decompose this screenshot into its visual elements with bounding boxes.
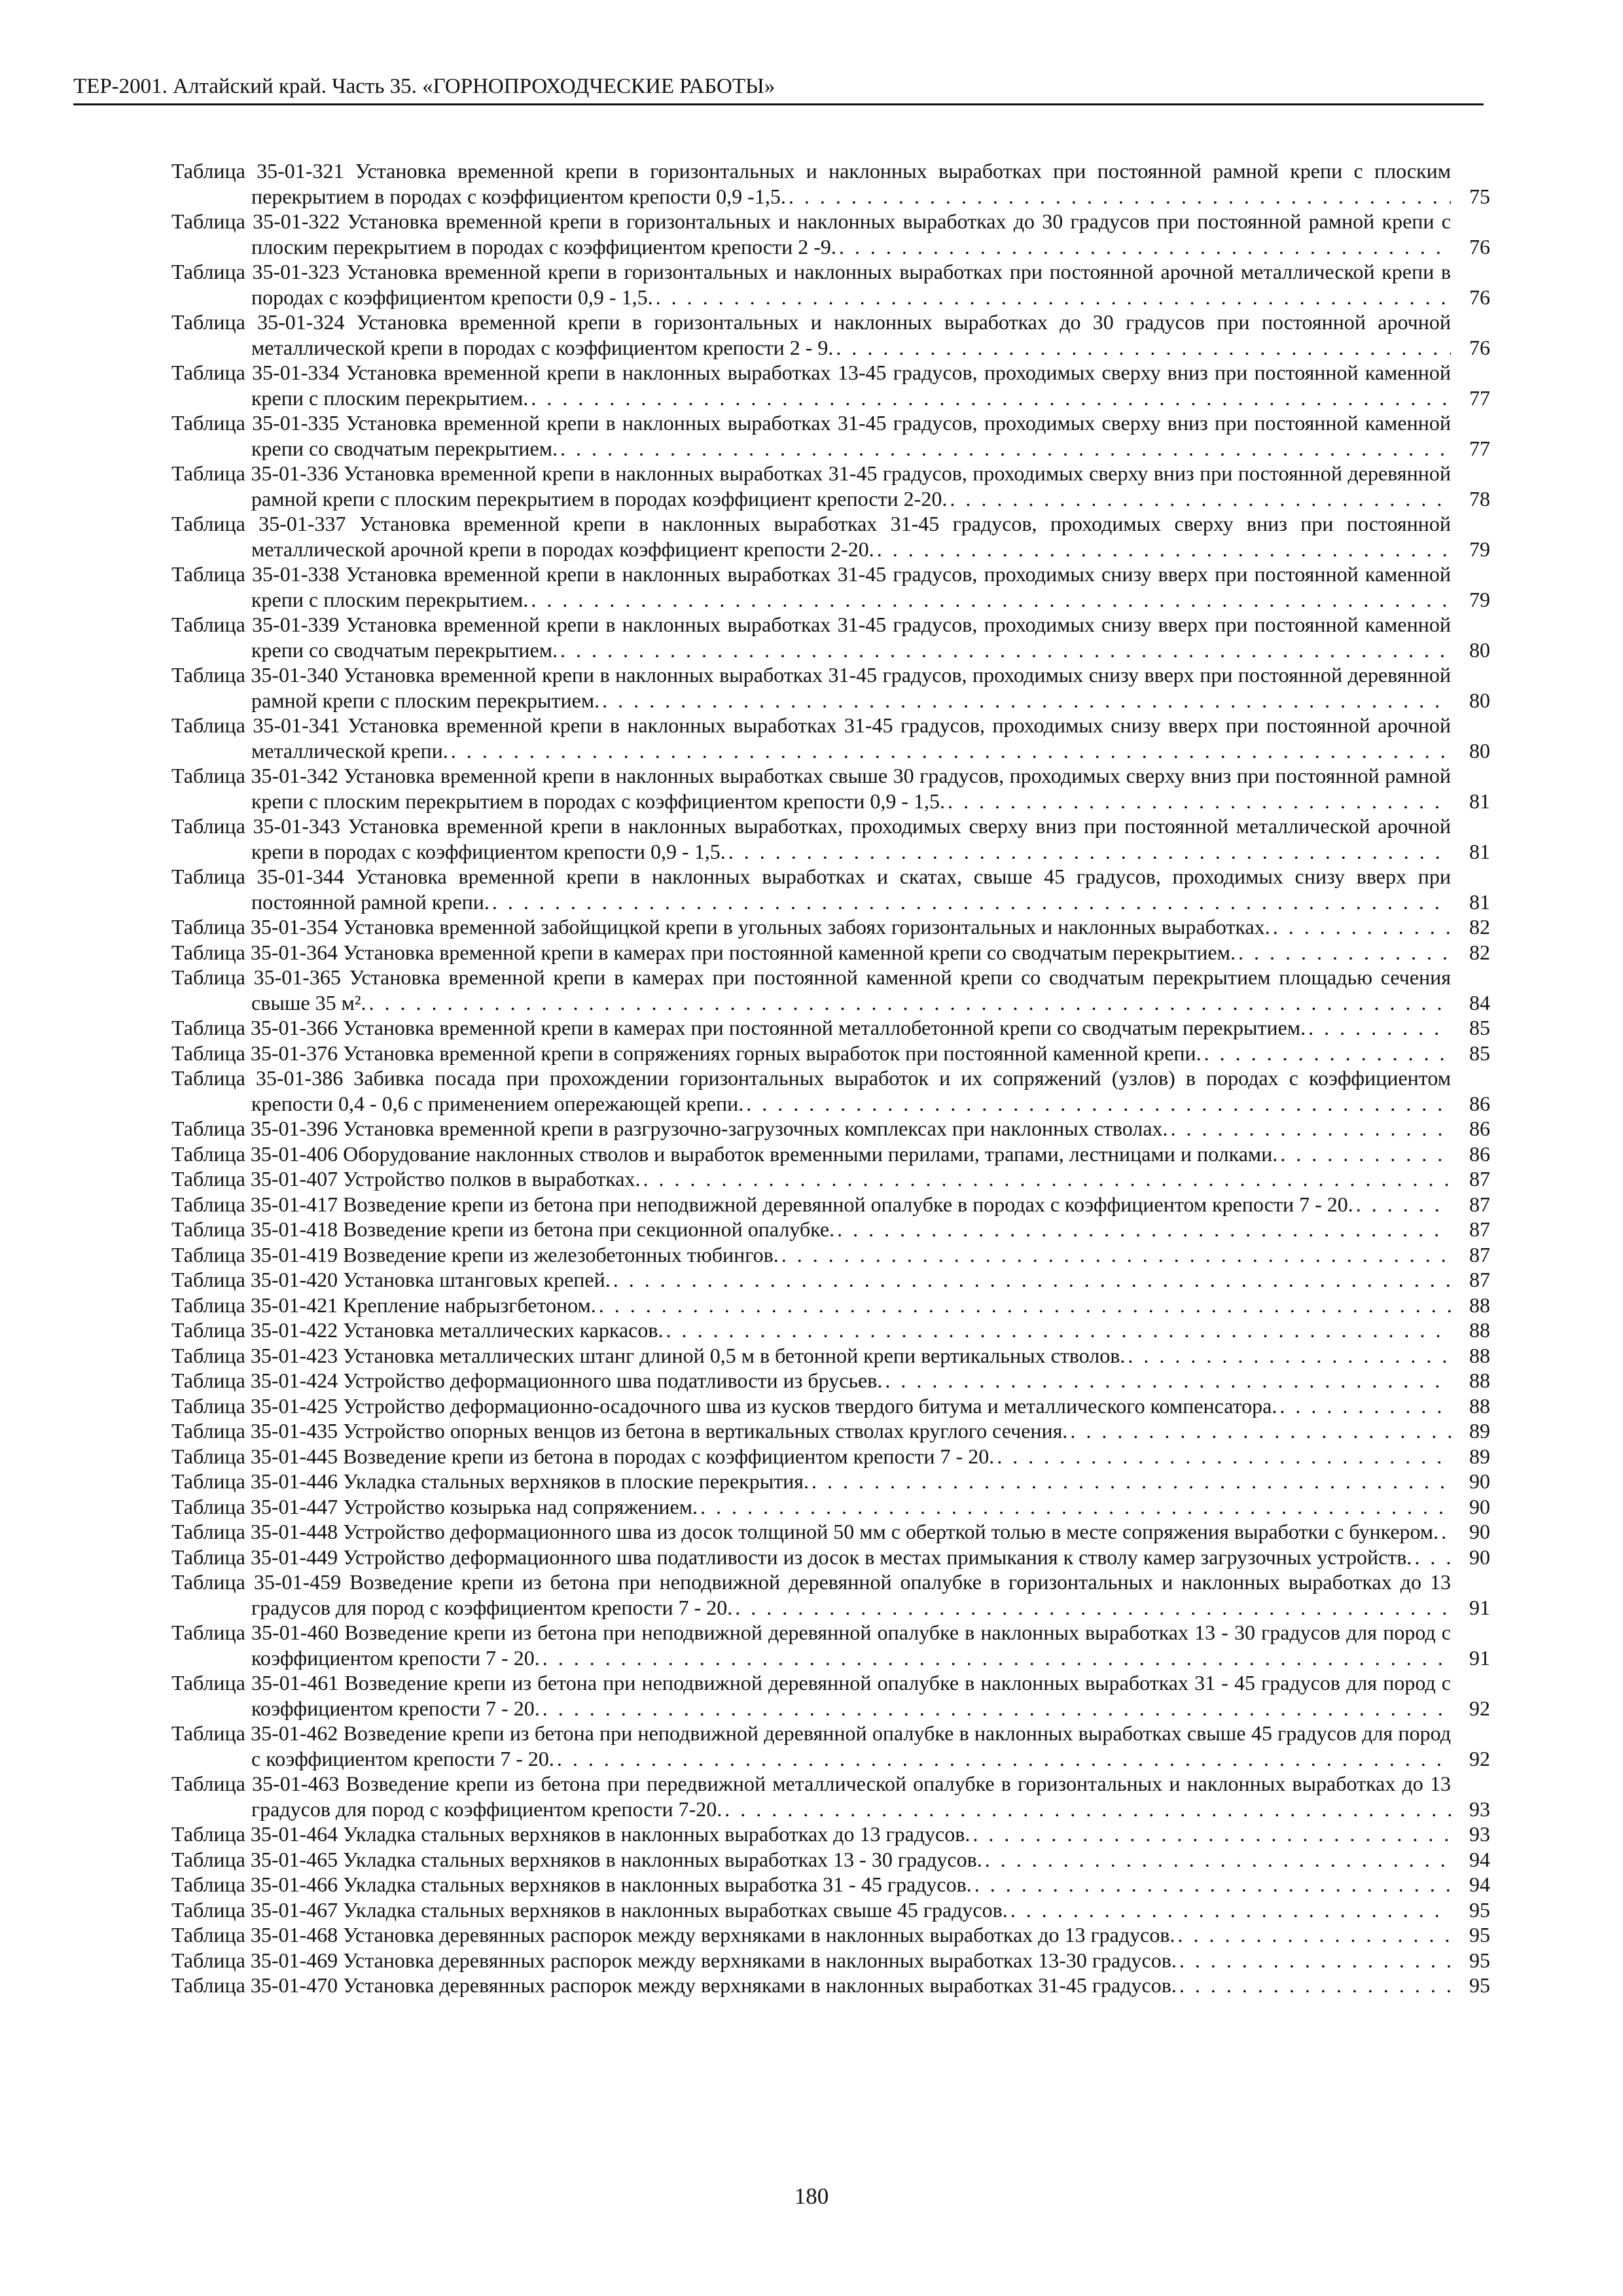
- toc-entry-title: [171, 1494, 1451, 1520]
- toc-entry-label: Таблица 35-01-421 Крепление набрызгбетоном.: [171, 1293, 600, 1317]
- toc-entry[interactable]: [171, 1041, 1490, 1066]
- toc-entry[interactable]: [171, 1670, 1490, 1721]
- toc-entry[interactable]: [171, 1368, 1490, 1393]
- toc-entry-title: [171, 1847, 1451, 1873]
- toc-entry-title: [171, 1948, 1451, 1973]
- toc-entry-title: [171, 1721, 1451, 1771]
- toc-entry-page: 77: [1469, 386, 1490, 410]
- toc-entry-title: [171, 1192, 1451, 1217]
- toc-entry[interactable]: [171, 612, 1490, 662]
- toc-entry-page: 86: [1469, 1141, 1490, 1166]
- toc-entry-title: [171, 864, 1451, 914]
- toc-entry[interactable]: [171, 1922, 1490, 1948]
- toc-entry-label: Таблица 35-01-422 Установка металлических каркасов.: [171, 1318, 667, 1342]
- toc-entry-page: 87: [1469, 1217, 1490, 1241]
- toc-entry-title: [171, 1242, 1451, 1268]
- toc-entry[interactable]: [171, 1821, 1490, 1847]
- toc-entry-title: [171, 1217, 1451, 1242]
- toc-entry-page: 92: [1469, 1696, 1490, 1720]
- toc-entry-label: Таблица 35-01-460 Возведение крепи из бетона при неподвижной деревянной опалубке в наклонных выработках 13 - 30 градусов для пород с коэффициентом крепости 7 - 20.: [171, 1621, 1451, 1670]
- toc-entry[interactable]: [171, 1973, 1490, 1998]
- toc-entry-page: 88: [1469, 1293, 1490, 1317]
- toc-entry-label: Таблица 35-01-386 Забивка посада при прохождении горизонтальных выработок и их сопряжений (узлов) в породах с коэффициентом крепости 0,4 - 0,6 с применением опережающей крепи.: [171, 1066, 1451, 1115]
- toc-entry-title: [171, 1166, 1451, 1192]
- toc-entry[interactable]: [171, 864, 1490, 914]
- toc-entry[interactable]: [171, 1494, 1490, 1520]
- toc-entry[interactable]: [171, 965, 1490, 1015]
- toc-entry-page: 95: [1469, 1948, 1490, 1972]
- toc-entry-page: 94: [1469, 1873, 1490, 1896]
- toc-entry-title: [171, 1393, 1451, 1419]
- toc-entry-label: Таблица 35-01-324 Установка временной крепи в горизонтальных и наклонных выработках до 30 градусов при постоянной арочной металлической крепи в породах с коэффициентом крепости 2 - 9.: [171, 310, 1451, 359]
- toc-entry-page: 90: [1469, 1469, 1490, 1493]
- toc-entry-title: [171, 1041, 1451, 1066]
- toc-entry[interactable]: [171, 1418, 1490, 1444]
- toc-entry-page: 87: [1469, 1167, 1490, 1191]
- toc-entry-title: [171, 1771, 1451, 1821]
- toc-entry[interactable]: [171, 1293, 1490, 1318]
- toc-entry-label: Таблица 35-01-447 Устройство козырька над сопряжением.: [171, 1495, 702, 1518]
- toc-entry-label: Таблица 35-01-365 Установка временной крепи в камерах при постоянной каменной крепи со сводчатым перекрытием площадью сечения свыше 35 м².: [171, 965, 1451, 1014]
- toc-entry[interactable]: [171, 209, 1490, 259]
- toc-entry-label: Таблица 35-01-459 Возведение крепи из бетона при неподвижной деревянной опалубке в горизонтальных и наклонных выработках до 13 градусов для пород с коэффициентом крепости 7 - 20.: [171, 1570, 1451, 1619]
- toc-entry-title: [171, 1519, 1451, 1545]
- toc-entry-title: [171, 1897, 1451, 1923]
- toc-entry-title: [171, 1318, 1451, 1343]
- toc-entry-title: [171, 562, 1451, 612]
- toc-entry[interactable]: [171, 1620, 1490, 1670]
- toc-entry-label: Таблица 35-01-468 Установка деревянных распорок между верхняками в наклонных выработках до 13 градусов.: [171, 1923, 1179, 1946]
- toc-entry-page: 86: [1469, 1117, 1490, 1140]
- toc-entry[interactable]: [171, 1545, 1490, 1570]
- toc-entry-page: 76: [1469, 285, 1490, 309]
- toc-entry[interactable]: [171, 1242, 1490, 1268]
- toc-entry-page: 95: [1469, 1897, 1490, 1922]
- toc-entry-page: 87: [1469, 1268, 1490, 1291]
- toc-entry-page: 82: [1469, 915, 1490, 939]
- toc-entry-page: 81: [1469, 789, 1490, 813]
- toc-entry[interactable]: [171, 1897, 1490, 1923]
- toc-entry-label: Таблица 35-01-322 Установка временной крепи в горизонтальных и наклонных выработках до 30 градусов при постоянной рамной крепи с плоским перекрытием в породах с коэффициентом крепости 2 -9.: [171, 209, 1451, 259]
- toc-entry-page: 95: [1469, 1973, 1490, 1997]
- toc-entry-label: Таблица 35-01-321 Установка временной крепи в горизонтальных и наклонных выработках при постоянной рамной крепи с плоским перекрытием в породах с коэффициентом крепости 0,9 -1,5.: [171, 159, 1451, 208]
- toc-entry-label: Таблица 35-01-376 Установка временной крепи в сопряжениях горных выработок при постоянной каменной крепи.: [171, 1041, 1205, 1065]
- toc-entry-label: Таблица 35-01-338 Установка временной крепи в наклонных выработках 31-45 градусов, проходимых снизу вверх при постоянной каменной крепи с плоским перекрытием.: [171, 562, 1451, 611]
- toc-entry-title: [171, 1973, 1451, 1998]
- toc-entry-label: Таблица 35-01-467 Укладка стальных верхняков в наклонных выработках свыше 45 градусов.: [171, 1898, 1012, 1922]
- toc-entry-title: [171, 1469, 1451, 1494]
- toc-entry-title: [171, 662, 1451, 713]
- toc-entry[interactable]: [171, 511, 1490, 562]
- toc-entry-title: [171, 940, 1451, 965]
- toc-entry-label: Таблица 35-01-464 Укладка стальных верхняков в наклонных выработках до 13 градусов.: [171, 1822, 974, 1846]
- toc-entry[interactable]: [171, 461, 1490, 511]
- toc-entry-label: Таблица 35-01-419 Возведение крепи из железобетонных тюбингов.: [171, 1243, 783, 1266]
- toc-entry-label: Таблица 35-01-463 Возведение крепи из бетона при передвижной металлической опалубке в горизонтальных и наклонных выработках до 13 градусов для пород с коэффициентом крепости 7-20.: [171, 1772, 1451, 1821]
- toc-entry[interactable]: [171, 713, 1490, 763]
- toc-entry[interactable]: [171, 940, 1490, 965]
- toc-entry-page: 80: [1469, 738, 1490, 762]
- toc-entry-page: 87: [1469, 1242, 1490, 1266]
- toc-entry[interactable]: [171, 763, 1490, 814]
- toc-entry-title: [171, 1620, 1451, 1670]
- toc-entry[interactable]: [171, 1570, 1490, 1620]
- toc-entry-title: [171, 713, 1451, 763]
- toc-entry-title: [171, 1444, 1451, 1469]
- toc-entry-title: [171, 410, 1451, 461]
- toc-entry-page: 88: [1469, 1393, 1490, 1418]
- toc-entry-page: 85: [1469, 1016, 1490, 1039]
- page-number: 180: [794, 2183, 829, 2209]
- toc-entry-label: Таблица 35-01-423 Установка металлических штанг длиной 0,5 м в бетонной крепи вертикальных стволов.: [171, 1344, 1129, 1367]
- toc-entry-page: 94: [1469, 1847, 1490, 1871]
- toc-entry-page: 78: [1469, 486, 1490, 511]
- toc-entry-label: Таблица 35-01-336 Установка временной крепи в наклонных выработках 31-45 градусов, проходимых сверху вниз при постоянной деревянной рамной крепи с плоским перекрытием в породах коэффициент крепости 2-20.: [171, 461, 1451, 511]
- toc-entry-title: [171, 1570, 1451, 1620]
- toc-entry-label: Таблица 35-01-343 Установка временной крепи в наклонных выработках, проходимых сверху вниз при постоянной металлической арочной крепи в породах с коэффициентом крепости 0,9 - 1,5.: [171, 814, 1451, 863]
- toc-entry[interactable]: [171, 1066, 1490, 1116]
- toc-entry-label: Таблица 35-01-469 Установка деревянных распорок между верхняками в наклонных выработках 13-30 градусов.: [171, 1948, 1181, 1972]
- toc-entry[interactable]: [171, 1771, 1490, 1821]
- toc-entry-label: Таблица 35-01-445 Возведение крепи из бетона в породах с коэффициентом крепости 7 - 20.: [171, 1444, 998, 1468]
- toc-entry-title: [171, 914, 1451, 940]
- toc-entry-title: [171, 814, 1451, 864]
- toc-entry-title: [171, 1066, 1451, 1116]
- toc-entry[interactable]: [171, 1217, 1490, 1242]
- toc-entry-page: 89: [1469, 1444, 1490, 1468]
- toc-entry-page: 81: [1469, 839, 1490, 863]
- toc-entry-label: Таблица 35-01-466 Укладка стальных верхняков в наклонных выработка 31 - 45 градусов.: [171, 1873, 976, 1896]
- toc-entry[interactable]: [171, 1847, 1490, 1873]
- toc-entry[interactable]: [171, 914, 1490, 940]
- toc-entry[interactable]: [171, 1948, 1490, 1973]
- toc-entry-label: Таблица 35-01-354 Установка временной забойщицкой крепи в угольных забоях горизонтальных и наклонных выработках.: [171, 915, 1274, 939]
- toc-entry-title: [171, 1116, 1451, 1141]
- toc-entry-label: Таблица 35-01-425 Устройство деформационно-осадочного шва из кусков твердого битума и металлического компенсатора.: [171, 1394, 1281, 1418]
- toc-entry-label: Таблица 35-01-323 Установка временной крепи в горизонтальных и наклонных выработках при постоянной арочной металлической крепи в породах с коэффициентом крепости 0,9 - 1,5.: [171, 260, 1451, 309]
- toc-entry-title: [171, 1267, 1451, 1293]
- running-header: ТЕР-2001. Алтайский край. Часть 35. «ГОРНОПРОХОДЧЕСКИЕ РАБОТЫ»: [73, 75, 776, 98]
- toc-entry-label: Таблица 35-01-435 Устройство опорных венцов из бетона в вертикальных стволах круглого сечения.: [171, 1419, 1071, 1443]
- toc-entry[interactable]: [171, 1318, 1490, 1343]
- toc-entry-page: 81: [1469, 889, 1490, 914]
- toc-entry-label: Таблица 35-01-339 Установка временной крепи в наклонных выработках 31-45 градусов, проходимых снизу вверх при постоянной каменной крепи со сводчатым перекрытием.: [171, 613, 1451, 662]
- toc-entry-label: Таблица 35-01-341 Установка временной крепи в наклонных выработках 31-45 градусов, проходимых снизу вверх при постоянной арочной металлической крепи.: [171, 713, 1451, 762]
- toc-entry-page: 92: [1469, 1746, 1490, 1770]
- toc-entry-label: Таблица 35-01-344 Установка временной крепи в наклонных выработках и скатах, свыше 45 градусов, проходимых снизу вверх при постоянной рамной крепи.: [171, 865, 1451, 914]
- toc-entry-page: 93: [1469, 1822, 1490, 1846]
- table-of-contents: [171, 158, 1490, 1998]
- toc-entry-page: 77: [1469, 436, 1490, 460]
- toc-entry-title: [171, 612, 1451, 662]
- toc-entry[interactable]: [171, 259, 1490, 310]
- toc-entry-label: Таблица 35-01-342 Установка временной крепи в наклонных выработках свыше 30 градусов, проходимых сверху вниз при постоянной рамной крепи с плоским перекрытием в породах с коэффициентом крепости 0,9 - 1,5.: [171, 764, 1451, 813]
- toc-entry[interactable]: [171, 662, 1490, 713]
- toc-entry-page: 80: [1469, 637, 1490, 662]
- toc-entry-label: Таблица 35-01-366 Установка временной крепи в камерах при постоянной металлобетонной крепи со сводчатым перекрытием.: [171, 1016, 1310, 1039]
- toc-entry-page: 84: [1469, 990, 1490, 1014]
- toc-entry-title: [171, 1418, 1451, 1444]
- toc-entry-title: [171, 209, 1451, 259]
- toc-entry[interactable]: [171, 1721, 1490, 1771]
- toc-entry-label: Таблица 35-01-420 Установка штанговых крепей.: [171, 1268, 615, 1291]
- toc-entry[interactable]: [171, 1015, 1490, 1041]
- toc-entry-label: Таблица 35-01-448 Устройство деформационного шва из досок толщиной 50 мм с оберткой толью в месте сопряжения выработки с бункером.: [171, 1520, 1442, 1543]
- toc-entry-page: 90: [1469, 1494, 1490, 1518]
- toc-entry-title: [171, 965, 1451, 1015]
- toc-entry-title: [171, 1141, 1451, 1167]
- toc-entry-page: 79: [1469, 587, 1490, 611]
- toc-entry-page: 79: [1469, 537, 1490, 561]
- toc-entry[interactable]: [171, 814, 1490, 864]
- toc-entry-page: 90: [1469, 1520, 1490, 1543]
- toc-entry-title: [171, 763, 1451, 814]
- toc-entry-page: 93: [1469, 1797, 1490, 1821]
- toc-entry[interactable]: [171, 1469, 1490, 1494]
- toc-entry[interactable]: [171, 1872, 1490, 1897]
- toc-entry[interactable]: [171, 1192, 1490, 1217]
- toc-entry-page: 76: [1469, 335, 1490, 359]
- toc-entry-title: [171, 360, 1451, 410]
- toc-entry[interactable]: [171, 1267, 1490, 1293]
- toc-entry[interactable]: [171, 1444, 1490, 1469]
- toc-entry-title: [171, 158, 1451, 209]
- toc-entry-label: Таблица 35-01-335 Установка временной крепи в наклонных выработках 31-45 градусов, проходимых сверху вниз при постоянной каменной крепи со сводчатым перекрытием.: [171, 411, 1451, 460]
- toc-entry-label: Таблица 35-01-446 Укладка стальных верхняков в плоские перекрытия.: [171, 1469, 813, 1493]
- toc-entry-label: Таблица 35-01-424 Устройство деформационного шва податливости из брусьев.: [171, 1369, 886, 1392]
- toc-entry-label: Таблица 35-01-406 Оборудование наклонных стволов и выработок временными перилами, трапами, лестницами и полками.: [171, 1142, 1281, 1166]
- toc-entry-page: 88: [1469, 1318, 1490, 1342]
- toc-entry-label: Таблица 35-01-407 Устройство полков в выработках.: [171, 1167, 645, 1191]
- toc-entry-title: [171, 1293, 1451, 1318]
- toc-entry[interactable]: [171, 562, 1490, 612]
- toc-entry-title: [171, 511, 1451, 562]
- toc-entry[interactable]: [171, 360, 1490, 410]
- toc-entry-label: Таблица 35-01-396 Установка временной крепи в разгрузочно-загрузочных комплексах при наклонных стволах.: [171, 1117, 1172, 1140]
- toc-entry-title: [171, 1015, 1451, 1041]
- toc-entry-label: Таблица 35-01-470 Установка деревянных распорок между верхняками в наклонных выработках 31-45 градусов.: [171, 1973, 1181, 1997]
- toc-entry-page: 82: [1469, 940, 1490, 964]
- toc-entry-page: 80: [1469, 688, 1490, 712]
- toc-entry-page: 91: [1469, 1595, 1490, 1619]
- toc-entry-label: Таблица 35-01-417 Возведение крепи из бетона при неподвижной деревянной опалубке в породах с коэффициентом крепости 7 - 20.: [171, 1193, 1357, 1216]
- toc-entry[interactable]: [171, 410, 1490, 461]
- toc-entry-title: [171, 310, 1451, 360]
- toc-entry-label: Таблица 35-01-337 Установка временной крепи в наклонных выработках 31-45 градусов, проходимых сверху вниз при постоянной металлической арочной крепи в породах коэффициент крепости 2-20.: [171, 512, 1451, 561]
- toc-entry-label: Таблица 35-01-465 Укладка стальных верхняков в наклонных выработках 13 - 30 градусов.: [171, 1848, 986, 1871]
- toc-entry-label: Таблица 35-01-364 Установка временной крепи в камерах при постоянной каменной крепи со сводчатым перекрытием.: [171, 941, 1240, 964]
- toc-entry-title: [171, 1670, 1451, 1721]
- toc-entry-title: [171, 1343, 1451, 1369]
- toc-entry-label: Таблица 35-01-334 Установка временной крепи в наклонных выработках 13-45 градусов, проходимых сверху вниз при постоянной каменной крепи с плоским перекрытием.: [171, 361, 1451, 410]
- toc-entry[interactable]: [171, 1519, 1490, 1545]
- toc-entry-label: Таблица 35-01-449 Устройство деформационного шва податливости из досок в местах примыкания к стволу камер загрузочных устройств.: [171, 1545, 1416, 1569]
- toc-entry[interactable]: [171, 1393, 1490, 1419]
- toc-entry[interactable]: [171, 1166, 1490, 1192]
- toc-entry-page: 89: [1469, 1419, 1490, 1443]
- toc-entry-title: [171, 461, 1451, 511]
- toc-entry-page: 86: [1469, 1091, 1490, 1115]
- toc-entry-page: 90: [1469, 1545, 1490, 1569]
- toc-entry-title: [171, 1922, 1451, 1948]
- toc-entry-page: 75: [1469, 184, 1490, 208]
- toc-entry-page: 87: [1469, 1192, 1490, 1216]
- toc-entry-label: Таблица 35-01-418 Возведение крепи из бетона при секционной опалубке.: [171, 1217, 838, 1241]
- toc-entry-page: 91: [1469, 1645, 1490, 1670]
- toc-entry-page: 76: [1469, 234, 1490, 259]
- toc-entry-label: Таблица 35-01-461 Возведение крепи из бетона при неподвижной деревянной опалубке в наклонных выработках 31 - 45 градусов для пород с коэффициентом крепости 7 - 20.: [171, 1671, 1451, 1720]
- toc-entry-page: 88: [1469, 1343, 1490, 1367]
- toc-entry[interactable]: [171, 1141, 1490, 1167]
- toc-entry[interactable]: [171, 310, 1490, 360]
- toc-entry[interactable]: [171, 158, 1490, 209]
- toc-entry-title: [171, 1872, 1451, 1897]
- toc-entry-label: Таблица 35-01-340 Установка временной крепи в наклонных выработках 31-45 градусов, проходимых снизу вверх при постоянной деревянной рамной крепи с плоским перекрытием.: [171, 663, 1451, 712]
- toc-entry-title: [171, 1821, 1451, 1847]
- toc-entry-page: 85: [1469, 1041, 1490, 1065]
- toc-entry-title: [171, 259, 1451, 310]
- toc-entry-title: [171, 1545, 1451, 1570]
- toc-entry-label: Таблица 35-01-462 Возведение крепи из бетона при неподвижной деревянной опалубке в наклонных выработках свыше 45 градусов для пород с коэффициентом крепости 7 - 20.: [171, 1721, 1451, 1770]
- header-rule: [73, 103, 1484, 105]
- toc-entry-page: 88: [1469, 1369, 1490, 1392]
- toc-entry-page: 95: [1469, 1923, 1490, 1946]
- toc-entry[interactable]: [171, 1116, 1490, 1141]
- toc-entry[interactable]: [171, 1343, 1490, 1369]
- toc-entry-title: [171, 1368, 1451, 1393]
